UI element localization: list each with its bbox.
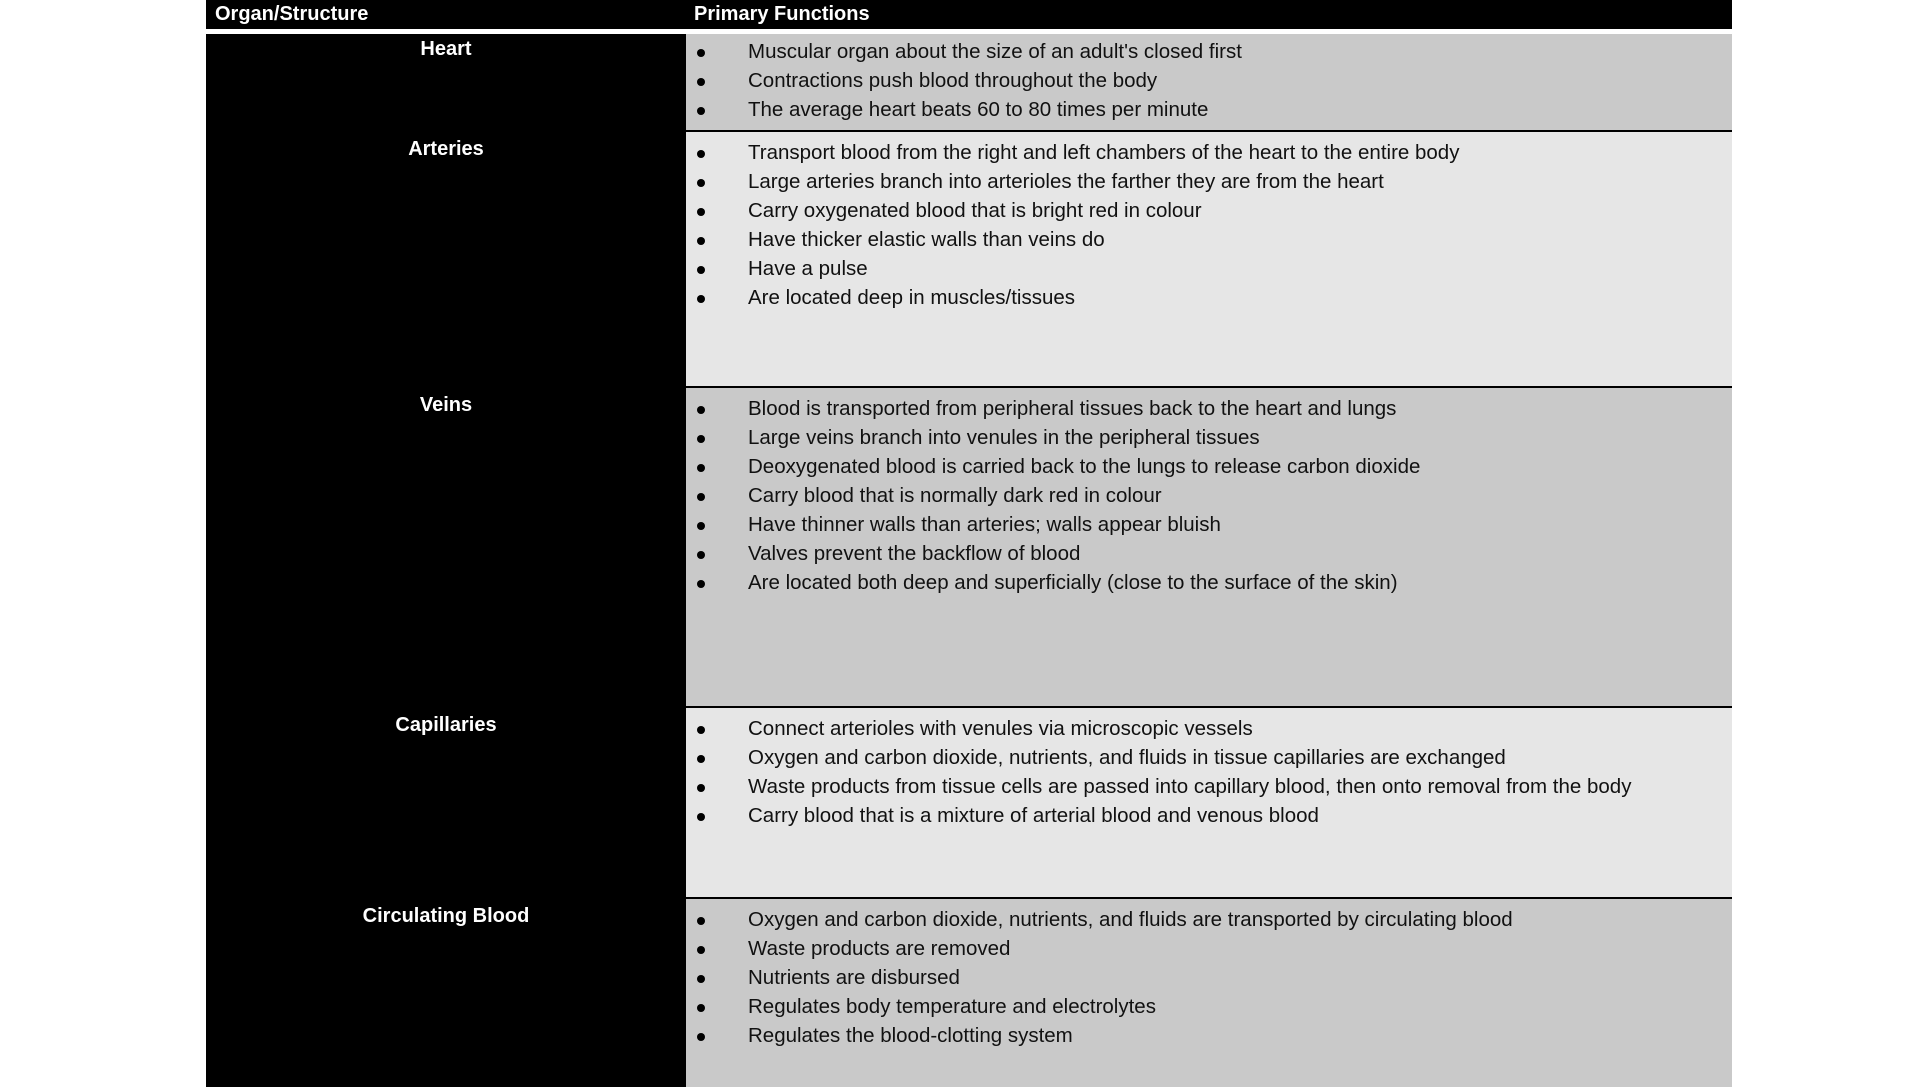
list-item: Have a pulse xyxy=(686,254,1732,283)
organ-cell: Capillaries xyxy=(206,706,686,897)
functions-cell xyxy=(686,130,1732,386)
bullet-icon xyxy=(697,406,705,414)
table-row-heart xyxy=(206,34,1732,130)
bullet-icon xyxy=(697,726,705,734)
bullet-icon xyxy=(697,493,705,501)
bullet-icon xyxy=(697,1033,705,1041)
functions-cell xyxy=(686,897,1732,1087)
list-item: Blood is transported from peripheral tissues back to the heart and lungs xyxy=(686,394,1732,423)
list-item: Waste products are removed xyxy=(686,934,1732,963)
list-item: Carry oxygenated blood that is bright red in colour xyxy=(686,196,1732,225)
table-header xyxy=(206,0,1732,29)
bullet-icon xyxy=(697,208,705,216)
table-row-arteries xyxy=(206,130,1732,386)
functions-cell xyxy=(686,706,1732,897)
list-item: Connect arterioles with venules via microscopic vessels xyxy=(686,714,1732,743)
organ-cell: Veins xyxy=(206,386,686,706)
list-item: Large arteries branch into arterioles the farther they are from the heart xyxy=(686,167,1732,196)
bullet-icon xyxy=(697,784,705,792)
bullet-icon xyxy=(697,435,705,443)
list-item: Nutrients are disbursed xyxy=(686,963,1732,992)
bullet-icon xyxy=(697,150,705,158)
bullet-icon xyxy=(697,107,705,115)
functions-cell xyxy=(686,386,1732,706)
list-item: Oxygen and carbon dioxide, nutrients, and fluids in tissue capillaries are exchanged xyxy=(686,743,1732,772)
list-item: Contractions push blood throughout the body xyxy=(686,66,1732,95)
bullet-icon xyxy=(697,49,705,57)
bullet-icon xyxy=(697,917,705,925)
list-item: Regulates body temperature and electrolytes xyxy=(686,992,1732,1021)
bullet-icon xyxy=(697,464,705,472)
table-row-capillaries xyxy=(206,706,1732,897)
bullet-icon xyxy=(697,237,705,245)
bullet-icon xyxy=(697,580,705,588)
bullet-icon xyxy=(697,1004,705,1012)
bullet-icon xyxy=(697,813,705,821)
bullet-icon xyxy=(697,522,705,530)
list-item: Carry blood that is normally dark red in colour xyxy=(686,481,1732,510)
list-item: Have thicker elastic walls than veins do xyxy=(686,225,1732,254)
list-item: Transport blood from the right and left chambers of the heart to the entire body xyxy=(686,138,1732,167)
list-item: Large veins branch into venules in the peripheral tissues xyxy=(686,423,1732,452)
list-item: Valves prevent the backflow of blood xyxy=(686,539,1732,568)
list-item: Are located both deep and superficially (close to the surface of the skin) xyxy=(686,568,1732,597)
bullet-icon xyxy=(697,946,705,954)
list-item: Oxygen and carbon dioxide, nutrients, and fluids are transported by circulating blood xyxy=(686,905,1732,934)
list-item: Carry blood that is a mixture of arterial blood and venous blood xyxy=(686,801,1732,830)
list-item: Waste products from tissue cells are passed into capillary blood, then onto removal from the body xyxy=(686,772,1732,801)
organ-cell: Arteries xyxy=(206,130,686,386)
bullet-icon xyxy=(697,78,705,86)
bullet-icon xyxy=(697,755,705,763)
bullet-icon xyxy=(697,266,705,274)
column-header-organ: Organ/Structure xyxy=(215,3,369,25)
list-item: Are located deep in muscles/tissues xyxy=(686,283,1732,312)
bullet-icon xyxy=(697,975,705,983)
table-row-veins xyxy=(206,386,1732,706)
list-item: The average heart beats 60 to 80 times per minute xyxy=(686,95,1732,124)
organ-functions-table xyxy=(206,0,1732,1087)
bullet-icon xyxy=(697,295,705,303)
list-item: Deoxygenated blood is carried back to the lungs to release carbon dioxide xyxy=(686,452,1732,481)
organ-cell: Heart xyxy=(206,34,686,130)
organ-cell: Circulating Blood xyxy=(206,897,686,1087)
list-item: Regulates the blood-clotting system xyxy=(686,1021,1732,1050)
table-row-circulating-blood xyxy=(206,897,1732,1087)
bullet-icon xyxy=(697,551,705,559)
list-item: Muscular organ about the size of an adult's closed first xyxy=(686,37,1732,66)
list-item: Have thinner walls than arteries; walls appear bluish xyxy=(686,510,1732,539)
functions-cell xyxy=(686,34,1732,130)
column-header-functions: Primary Functions xyxy=(694,3,870,25)
bullet-icon xyxy=(697,179,705,187)
